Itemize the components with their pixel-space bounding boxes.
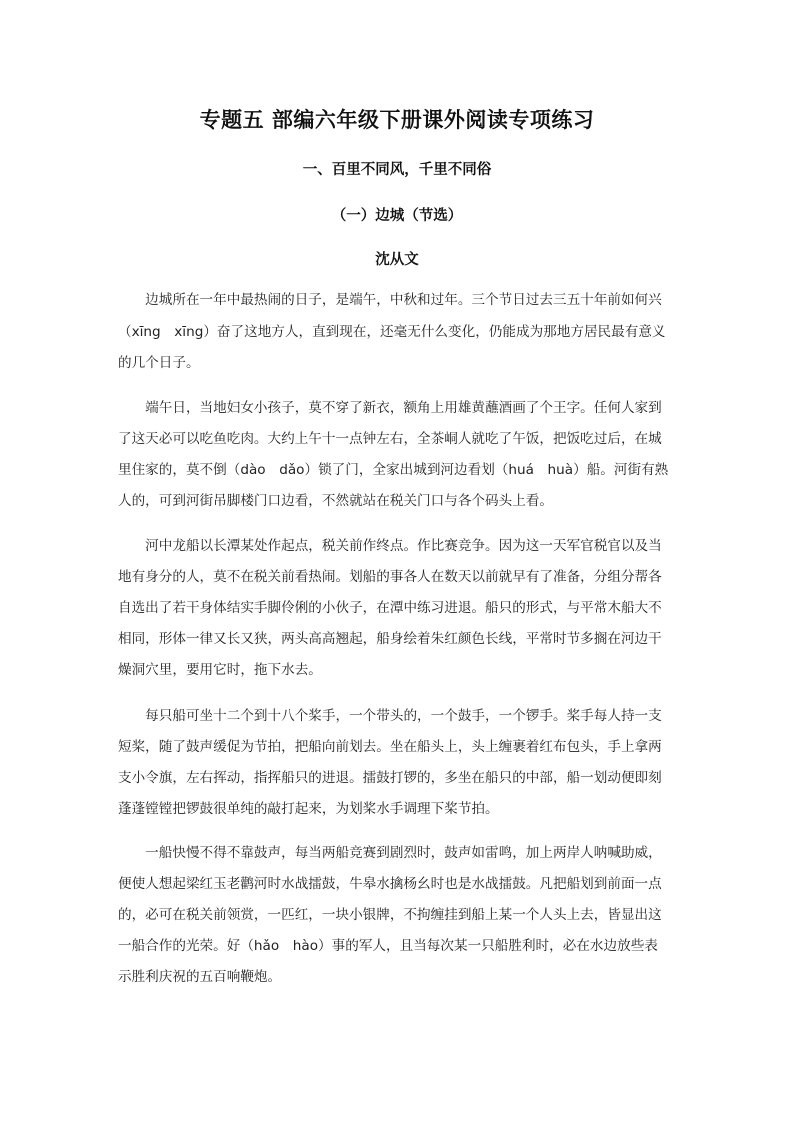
paragraph-line: 的几个日子。 — [118, 355, 200, 371]
paragraph-line: 短桨，随了鼓声缓促为节拍，把船向前划去。坐在船头上，头上缠裹着红布包头，手上拿两 — [118, 739, 662, 755]
paragraph-line: （xīng xīng）奋了这地方人，直到现在，还毫无什么变化，仍能成为那地方居民最有意义 — [118, 324, 666, 340]
page-title: 专题五 部编六年级下册课外阅读专项练习 — [199, 108, 595, 132]
section-heading: 一、百里不同风，千里不同俗 — [302, 162, 492, 178]
paragraph-line: 一船快慢不得不靠鼓声，每当两船竞赛到剧烈时，鼓声如雷鸣，加上两岸人呐喊助威， — [118, 845, 662, 861]
paragraph-line: 地有身分的人，莫不在税关前看热闹。划船的事各人在数天以前就早有了准备，分组分帮各 — [118, 569, 662, 585]
paragraph-line: 河中龙船以长潭某处作起点，税关前作终点。作比赛竞争。因为这一天军官税官以及当 — [118, 538, 662, 554]
paragraph-line: 蓬蓬镗镗把锣鼓很单纯的敲打起来，为划桨水手调理下桨节拍。 — [118, 801, 499, 817]
paragraph-line: 端午日，当地妇女小孩子，莫不穿了新衣，额角上用雄黄蘸酒画了个王字。任何人家到 — [118, 400, 662, 416]
paragraph-line: 人的，可到河街吊脚楼门口边看，不然就站在税关门口与各个码头上看。 — [118, 493, 553, 509]
paragraph-line: 相同，形体一律又长又狭，两头高高翘起，船身绘着朱红颜色长线，平常时节多搁在河边干 — [118, 631, 662, 647]
paragraph-line: 自选出了若干身体结实手脚伶俐的小伙子，在潭中练习进退。船只的形式，与平常木船大不 — [118, 600, 662, 616]
subsection-heading: （一）边城（节选） — [331, 208, 463, 224]
paragraph-line: 一船合作的光荣。好（hǎo hào）事的军人，且当每次某一只船胜利时，必在水边放些表 — [118, 938, 658, 954]
paragraph-line: 了这天必可以吃鱼吃肉。大约上午十一点钟左右，全茶峒人就吃了午饭，把饭吃过后，在城 — [118, 431, 662, 447]
paragraph-line: 边城所在一年中最热闹的日子，是端午，中秋和过年。三个节日过去三五十年前如何兴 — [118, 292, 662, 308]
paragraph-line: 的，必可在税关前领赏，一匹红，一块小银牌，不拘缠挂到船上某一个人头上去，皆显出这 — [118, 907, 662, 923]
paragraph-line: 里住家的，莫不倒（dào dǎo）锁了门，全家出城到河边看划（huá huà）船。河街有熟 — [118, 462, 669, 478]
paragraph-line: 示胜利庆祝的五百响鞭炮。 — [118, 969, 282, 985]
paragraph-line: 便使人想起梁红玉老鹳河时水战擂鼓，牛皋水擒杨幺时也是水战擂鼓。凡把船划到前面一点 — [118, 876, 662, 892]
paragraph-line: 燥洞穴里，要用它时，拖下水去。 — [118, 662, 322, 678]
paragraph-line: 每只船可坐十二个到十八个桨手，一个带头的，一个鼓手，一个锣手。桨手每人持一支 — [118, 708, 662, 724]
paragraph-line: 支小令旗，左右挥动，指挥船只的进退。擂鼓打锣的，多坐在船只的中部，船一划动便即刻 — [118, 770, 662, 786]
author-name: 沈从文 — [375, 252, 419, 268]
